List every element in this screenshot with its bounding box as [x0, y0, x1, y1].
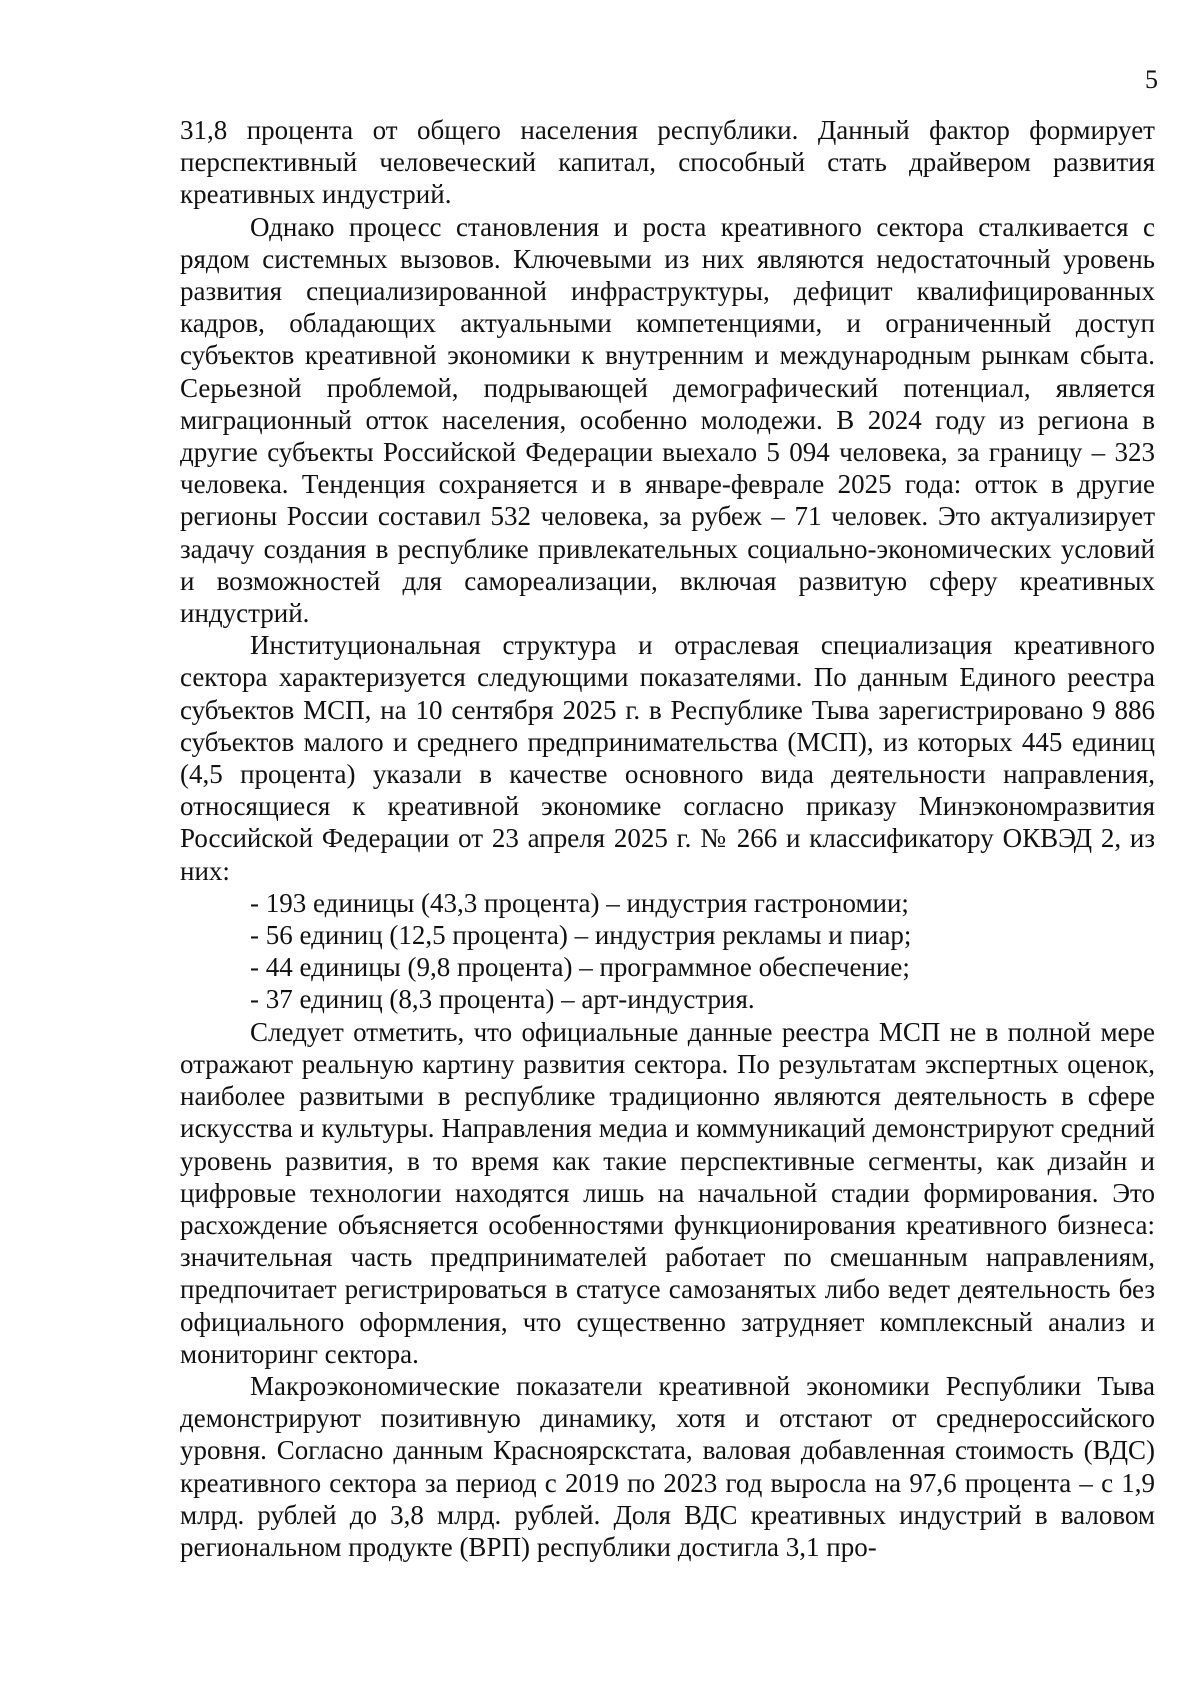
paragraph-challenges: Однако процесс становления и роста креативного сектора сталкивается с рядом системных вызовов. Ключевыми из них являются недостаточный уровень развития специализированной инфраструктуры, дефицит квалифицированных кадров, обладающих актуальными компетенциями, и ограниченный доступ субъектов креативной экономики к внутренним и международным рынкам сбыта. Серьезной проблемой, подрывающей демографический потенциал, является миграционный отток населения, особенно молодежи. В 2024 году из региона в другие субъекты Российской Федерации выехало 5 094 человека, за границу – 323 человека. Тенденция сохраняется и в январе-феврале 2025 года: отток в другие регионы России составил 532 человека, за рубеж – 71 человек. Это актуализирует задачу создания в республике привлекательных социально-экономических условий и возможностей для самореализации, включая развитую сферу креативных индустрий.	[180, 211, 1155, 629]
document-body	[180, 114, 1155, 1563]
list-item: - 56 единиц (12,5 процента) – индустрия рекламы и пиар;	[250, 920, 912, 951]
list-item: - 44 единицы (9,8 процента) – программное обеспечение;	[250, 952, 910, 983]
paragraph-continuation: 31,8 процента от общего населения республики. Данный фактор формирует перспективный человеческий капитал, способный стать драйвером развития креативных индустрий.	[180, 115, 1155, 210]
paragraph-macroeconomics: Макроэкономические показатели креативной экономики Республики Тыва демонстрируют позитивную динамику, хотя и отстают от среднероссийского уровня. Согласно данным Красноярскстата, валовая добавленная стоимость (ВДС) креативного сектора за период с 2019 по 2023 год выросла на 97,6 процента – с 1,9 млрд. рублей до 3,8 млрд. рублей. Доля ВДС креативных индустрий в валовом региональном продукте (ВРП) республики достигла 3,1 про-	[180, 1370, 1155, 1562]
list-item: - 37 единиц (8,3 процента) – арт-индустрия.	[250, 984, 755, 1015]
list-item: - 193 единицы (43,3 процента) – индустрия гастрономии;	[250, 887, 909, 918]
paragraph-institutional-structure: Институциональная структура и отраслевая специализация креативного сектора характеризуется следующими показателями. По данным Единого реестра субъектов МСП, на 10 сентября 2025 г. в Республике Тыва зарегистрировано 9 886 субъектов малого и среднего предпринимательства (МСП), из которых 445 единиц (4,5 процента) указали в качестве основного вида деятельности направления, относящиеся к креативной экономике согласно приказу Минэкономразвития Российской Федерации от 23 апреля 2025 г. № 266 и классификатору ОКВЭД 2, из них:	[180, 630, 1155, 886]
page-number: 5	[1145, 65, 1158, 94]
paragraph-registry-note: Следует отметить, что официальные данные реестра МСП не в полной мере отражают реальную картину развития сектора. По результатам экспертных оценок, наиболее развитыми в республике традиционно являются деятельность в сфере искусства и культуры. Направления медиа и коммуникаций демонстрируют средний уровень развития, в то время как такие перспективные сегменты, как дизайн и цифровые технологии находятся лишь на начальной стадии формирования. Это расхождение объясняется особенностями функционирования креативного бизнеса: значительная часть предпринимателей работает по смешанным направлениям, предпочитает регистрироваться в статусе самозанятых либо ведет деятельность без официального оформления, что существенно затрудняет комплексный анализ и мониторинг сектора.	[180, 1016, 1155, 1369]
sme-breakdown-list	[180, 887, 1155, 1016]
